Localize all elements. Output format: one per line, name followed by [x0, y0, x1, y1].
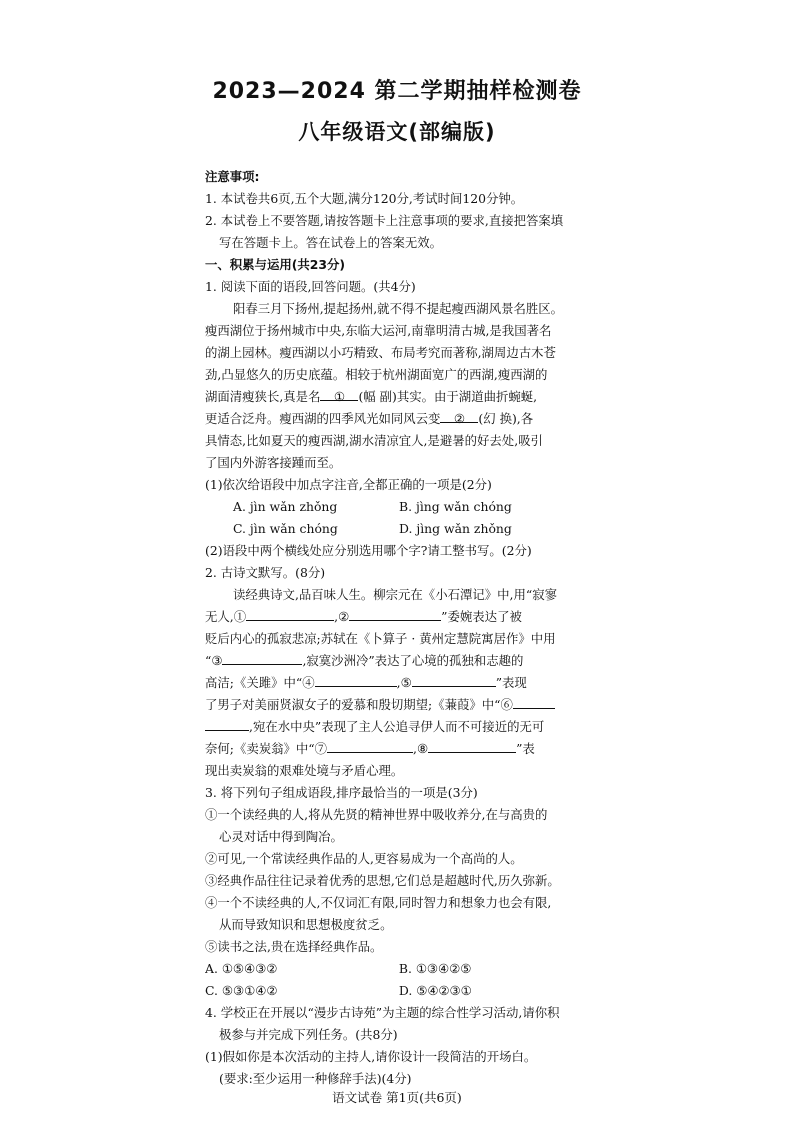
- section-1-heading: 一、积累与运用(共23分): [205, 257, 346, 272]
- q2-line: [205, 694, 565, 716]
- q2-text: 无人,①: [205, 609, 247, 624]
- option-c: C. ⑤③①④②: [205, 983, 278, 998]
- q2-text: ”委婉表达了被: [441, 609, 522, 624]
- q1-passage-line: 的湖上园林。瘦西湖以小巧精致、布局考究而著称,湖周边古木苍: [205, 345, 556, 360]
- notes-item-2b: 写在答题卡上。答在试卷上的答案无效。: [219, 235, 443, 250]
- q2-text: ,宛在水中央”表现了主人公追寻伊人而不可接近的无可: [249, 719, 545, 734]
- q3-sentence: 心灵对话中得到陶冶。: [219, 829, 343, 844]
- q2-line: [205, 606, 565, 628]
- q4-stem: 4. 学校正在开展以“漫步古诗苑”为主题的综合性学习活动,请你积: [205, 1005, 560, 1020]
- q2-line: 贬后内心的孤寂悲凉;苏轼在《卜算子 · 黄州定慧院寓居作》中用: [205, 631, 556, 646]
- exam-subtitle: 八年级语文(部编版): [298, 120, 496, 144]
- blank-poem-6-cont: [205, 716, 249, 731]
- q1-passage-text: 湖面清瘦狭长,真是名: [205, 389, 321, 404]
- q2-line: 读经典诗文,品百味人生。柳宗元在《小石潭记》中,用“寂寥: [233, 587, 557, 602]
- option-c: C. jìn wǎn chóng: [233, 521, 338, 536]
- q4-sub-question-1: (1)假如你是本次活动的主持人,请你设计一段简洁的开场白。: [205, 1049, 537, 1064]
- option-a: A. jìn wǎn zhǒng: [233, 499, 338, 514]
- blank-poem-7: [327, 738, 413, 753]
- q3-sentence: 从而导致知识和思想极度贫乏。: [219, 917, 393, 932]
- option-d: D. ⑤④②③①: [398, 983, 472, 998]
- q1-passage-text: 更适合泛舟。瘦西湖的四季风光如同风云变: [205, 411, 441, 426]
- q1-passage-line: 阳春三月下扬州,提起扬州,就不得不提起瘦西湖风景名胜区。: [233, 301, 564, 316]
- blank-2: [440, 408, 478, 426]
- exam-content: [205, 166, 565, 1090]
- q1-passage-line: [205, 386, 565, 408]
- q2-text: ,寂寞沙洲冷”表达了心境的孤独和志趣的: [302, 653, 524, 668]
- notes-item-1: 1. 本试卷共6页,五个大题,满分120分,考试时间120分钟。: [205, 191, 524, 206]
- notes-heading: 注意事项:: [205, 169, 260, 184]
- q2-line: 现出卖炭翁的艰难处境与矛盾心理。: [205, 763, 404, 778]
- q1-sub-question-2: (2)语段中两个横线处应分别选用哪个字?请工整书写。(2分): [205, 543, 532, 558]
- blank-1-marker: ①: [333, 389, 346, 404]
- q2-text: ,⑤: [396, 675, 412, 690]
- q1-passage-text: (幅 副)其实。由于湖道曲折蜿蜒,: [358, 389, 538, 404]
- q1-stem: 1. 阅读下面的语段,回答问题。(共4分): [205, 279, 416, 294]
- blank-poem-3: [222, 650, 302, 665]
- notes-item-2a: 2. 本试卷上不要答题,请按答题卡上注意事项的要求,直接把答案填: [205, 213, 564, 228]
- q3-sentence: ②可见,一个常读经典作品的人,更容易成为一个高尚的人。: [205, 851, 523, 866]
- q2-text: ”表现: [495, 675, 527, 690]
- q1-options-row-1: [205, 496, 565, 518]
- blank-poem-4: [315, 672, 397, 687]
- q3-sentence: ⑤读书之法,贵在选择经典作品。: [205, 939, 383, 954]
- q2-line: [205, 650, 565, 672]
- blank-poem-8: [428, 738, 516, 753]
- q2-text: ,②: [334, 609, 350, 624]
- blank-2-marker: ②: [453, 411, 465, 426]
- q3-options-row-1: [205, 958, 565, 980]
- q2-text: “③: [205, 653, 223, 668]
- q3-stem: 3. 将下列句子组成语段,排序最恰当的一项是(3分): [205, 785, 478, 800]
- exam-title: 2023—2024 第二学期抽样检测卷: [212, 79, 582, 104]
- blank-poem-5: [412, 672, 496, 687]
- option-d: D. jìng wǎn zhǒng: [399, 521, 512, 536]
- q2-text: 了男子对美丽贤淑女子的爱慕和殷切期望;《蒹葭》中“⑥: [205, 697, 513, 712]
- q2-line: [205, 672, 565, 694]
- q2-line: [205, 716, 565, 738]
- q1-passage-line: 劲,凸显悠久的历史底蕴。相较于杭州湖面宽广的西湖,瘦西湖的: [205, 367, 548, 382]
- q1-passage-text: (幻 换),各: [478, 411, 534, 426]
- q1-passage-line: 了国内外游客接踵而至。: [205, 455, 342, 470]
- option-b: B. ①③④②⑤: [398, 961, 472, 976]
- q1-sub-question-1: (1)依次给语段中加点字注音,全都正确的一项是(2分): [205, 477, 492, 492]
- q2-text: 奈何;《卖炭翁》中“⑦: [205, 741, 328, 756]
- q1-passage-line: [205, 408, 565, 430]
- q3-options-row-2: [205, 980, 565, 1002]
- q3-sentence: ④一个不读经典的人,不仅词汇有限,同时智力和想象力也会有限,: [205, 895, 552, 910]
- q1-passage-line: 瘦西湖位于扬州城市中央,东临大运河,南靠明清古城,是我国著名: [205, 323, 552, 338]
- q1-options-row-2: [205, 518, 565, 540]
- q3-sentence: ①一个读经典的人,将从先贤的精神世界中吸收养分,在与高贵的: [205, 807, 548, 822]
- q3-sentence: ③经典作品往往记录着优秀的思想,它们总是超越时代,历久弥新。: [205, 873, 560, 888]
- q2-line: [205, 738, 565, 760]
- blank-poem-6: [513, 694, 555, 709]
- page-footer: 语文试卷 第1页(共6页): [332, 1090, 462, 1105]
- option-a: A. ①⑤④③②: [205, 961, 278, 976]
- q1-passage-line: 具情态,比如夏天的瘦西湖,湖水清凉宜人,是避暑的好去处,吸引: [205, 433, 543, 448]
- q2-text: 高洁;《关雎》中“④: [205, 675, 315, 690]
- option-b: B. jìng wǎn chóng: [399, 499, 512, 514]
- q4-stem-cont: 极参与并完成下列任务。(共8分): [219, 1027, 398, 1042]
- blank-1: [320, 386, 358, 404]
- q2-text: ,⑧: [413, 741, 429, 756]
- q4-requirement: (要求:至少运用一种修辞手法)(4分): [219, 1071, 412, 1086]
- blank-poem-1: [246, 606, 334, 621]
- blank-poem-2: [349, 606, 441, 621]
- q2-text: ”表: [516, 741, 535, 756]
- q2-stem: 2. 古诗文默写。(8分): [205, 565, 326, 580]
